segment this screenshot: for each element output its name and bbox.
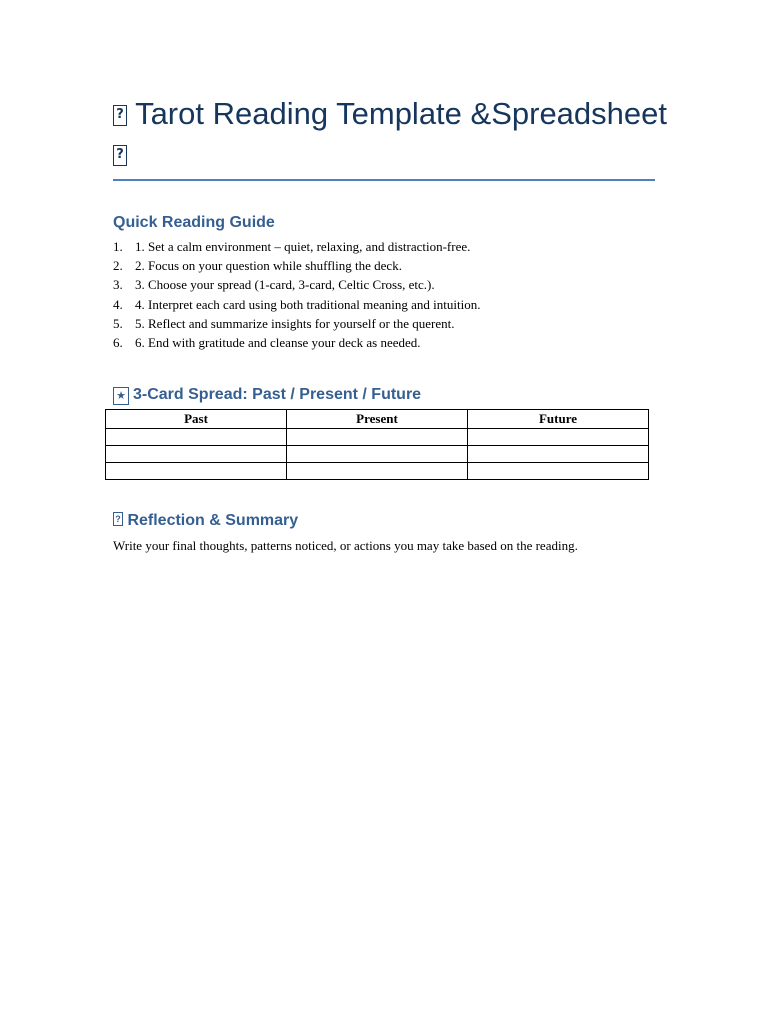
list-item: 1. 1. Set a calm environment – quiet, relaxing, and distraction-free.	[113, 239, 471, 254]
missing-glyph-icon	[113, 512, 123, 526]
table-cell[interactable]	[287, 429, 468, 446]
reflection-heading-text: Reflection & Summary	[127, 512, 299, 529]
list-item: 2. 2. Focus on your question while shuffling the deck.	[113, 258, 402, 274]
table-header-row	[106, 410, 649, 429]
table-cell[interactable]	[106, 446, 287, 463]
table-cell[interactable]	[468, 446, 649, 463]
list-item: 3. 3. Choose your spread (1-card, 3-card, Celtic Cross, etc.).	[113, 277, 435, 293]
table-row	[106, 429, 649, 446]
table-cell[interactable]	[287, 463, 468, 480]
spread-table	[105, 409, 649, 480]
column-header-future: Future	[468, 410, 649, 429]
column-header-present: Present	[287, 410, 468, 429]
column-header-past: Past	[106, 410, 287, 429]
list-item: 6. 6. End with gratitude and cleanse your deck as needed.	[113, 335, 421, 351]
table-cell[interactable]	[468, 463, 649, 480]
list-item: 5. 5. Reflect and summarize insights for yourself or the querent.	[113, 315, 455, 331]
document-title	[113, 94, 673, 174]
missing-glyph-icon	[113, 145, 127, 166]
title-text: Tarot Reading Template &Spreadsheet	[135, 96, 667, 131]
guide-list	[113, 237, 480, 352]
reflection-text: Write your final thoughts, patterns noticed, or actions you may take based on the reading.	[113, 538, 578, 553]
spread-heading-text: 3-Card Spread: Past / Present / Future	[133, 386, 422, 403]
table-cell[interactable]	[468, 429, 649, 446]
table-row	[106, 446, 649, 463]
table-cell[interactable]	[106, 463, 287, 480]
guide-heading: Quick Reading Guide	[113, 214, 275, 231]
star-icon: ★	[113, 387, 129, 405]
table-row	[106, 463, 649, 480]
title-divider	[113, 179, 655, 181]
table-cell[interactable]	[106, 429, 287, 446]
table-cell[interactable]	[287, 446, 468, 463]
missing-glyph-icon	[113, 105, 127, 126]
reflection-heading	[113, 511, 298, 531]
spread-heading	[113, 385, 421, 405]
list-item: 4. 4. Interpret each card using both traditional meaning and intuition.	[113, 296, 481, 312]
